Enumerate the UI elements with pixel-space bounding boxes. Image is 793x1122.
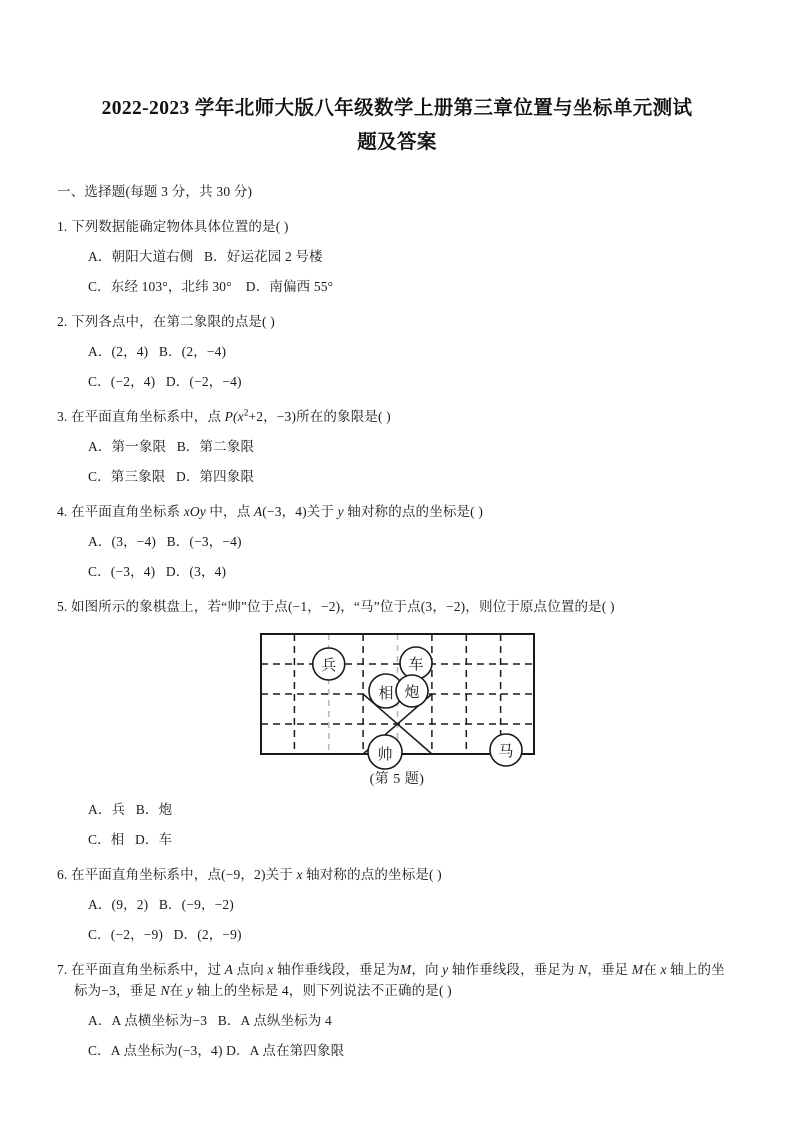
title-line-2: 题及答案: [357, 132, 437, 153]
q4-stem-post: 轴对称的点的坐标是( ): [343, 504, 483, 519]
q7-t7: 在: [643, 962, 661, 977]
question-3-stem: [57, 406, 737, 427]
question-3: [57, 406, 737, 487]
question-4-stem: [57, 501, 737, 522]
q7-t11: 轴上的坐标是 4，则下列说法不正确的是( ): [192, 983, 452, 998]
option-row[interactable]: C．东经 103°，北纬 30° D．南偏西 55°: [88, 279, 334, 294]
question-4: [57, 501, 737, 582]
option-row[interactable]: A．(2，4) B．(2，−4): [88, 344, 227, 359]
q3-exponent: 2: [243, 407, 249, 418]
q7-t10: 在: [169, 983, 187, 998]
option-row[interactable]: A．(3，−4) B．(−3，−4): [88, 534, 242, 549]
q7-t1: 7. 在平面直角坐标系中，过: [57, 962, 225, 977]
option-row[interactable]: C．(−2，−9) D．(2，−9): [88, 927, 242, 942]
title-line-1: 2022-2023 学年北师大版八年级数学上册第三章位置与坐标单元测试: [101, 98, 693, 119]
q6-axis-label: x: [296, 867, 303, 882]
q3-stem-pre: 3. 在平面直角坐标系中，点: [57, 409, 225, 424]
piece-shuai-label: 帅: [376, 747, 393, 763]
q3-expression: (x: [233, 409, 244, 424]
piece-ju[interactable]: [400, 647, 432, 679]
q7-t2: 点向: [233, 962, 268, 977]
q4-stem-mid2: (−3，4)关于: [262, 504, 338, 519]
piece-bing-label: 兵: [320, 658, 336, 674]
question-2-stem: 2. 下列各点中，在第二象限的点是( ): [57, 314, 275, 329]
chess-figure: [57, 633, 737, 790]
question-7-stem: [57, 959, 737, 1001]
q7-axis-x2: x: [660, 962, 667, 977]
q7-foot-N2: N: [160, 983, 170, 998]
q7-foot-M: M: [399, 962, 412, 977]
chessboard: [260, 633, 535, 763]
q7-t4: ，向: [411, 962, 443, 977]
q4-axis-label: y: [337, 504, 344, 519]
question-5-stem: 5. 如图所示的象棋盘上，若“帅”位于点(−1，−2)，“马”位于点(3，−2)，则位于原点位置的是( ): [57, 599, 615, 614]
piece-ma[interactable]: [490, 734, 522, 766]
question-6-options: [57, 894, 737, 945]
option-row[interactable]: C．第三象限 D．第四象限: [88, 469, 255, 484]
piece-ju-label: 车: [407, 657, 424, 673]
piece-pao-label: 炮: [403, 685, 420, 701]
question-7: [57, 959, 737, 1061]
q7-point-A: A: [224, 962, 234, 977]
question-2: [57, 311, 737, 392]
option-row[interactable]: A．A 点横坐标为−3 B．A 点纵坐标为 4: [88, 1013, 332, 1028]
q7-t8: 轴: [666, 962, 684, 977]
q4-stem-pre: 4. 在平面直角坐标系: [57, 504, 184, 519]
option-row[interactable]: C．(−2，4) D．(−2，−4): [88, 374, 242, 389]
page-title: [57, 0, 737, 160]
q3-point-label: P: [224, 409, 234, 424]
q7-t9: 上的坐标为−3，垂足: [74, 962, 725, 998]
q6-stem-post: 轴对称的点的坐标是( ): [302, 867, 442, 882]
q7-foot-M2: M: [631, 962, 644, 977]
section-heading: 一、选择题(每题 3 分，共 30 分): [57, 184, 253, 199]
q4-axes-label: xOy: [183, 504, 206, 519]
question-6: [57, 864, 737, 945]
q7-t5: 轴作垂线段，垂足为: [448, 962, 579, 977]
page-content: [57, 0, 737, 1061]
q3-stem-post: +2，−3)所在的象限是( ): [248, 409, 391, 424]
question-2-options: [57, 341, 737, 392]
piece-bing[interactable]: [312, 648, 344, 680]
question-3-options: [57, 436, 737, 487]
question-4-options: [57, 531, 737, 582]
option-row[interactable]: C．(−3，4) D．(3，4): [88, 564, 227, 579]
figure-caption: (第 5 题): [369, 772, 425, 787]
question-1-options: [57, 246, 737, 297]
question-1: [57, 216, 737, 297]
question-5: [57, 596, 737, 850]
q7-axis-y: y: [442, 962, 449, 977]
option-row[interactable]: A．第一象限 B．第二象限: [88, 439, 255, 454]
q7-axis-x: x: [267, 962, 274, 977]
q7-axis-y2: y: [186, 983, 193, 998]
option-row[interactable]: C．相 D．车: [88, 832, 173, 847]
option-row[interactable]: A．兵 B．炮: [88, 802, 173, 817]
piece-ma-label: 马: [497, 744, 514, 760]
piece-xiang-label: 相: [377, 686, 394, 702]
q4-point-label: A: [253, 504, 263, 519]
option-row[interactable]: C．A 点坐标为(−3，4) D．A 点在第四象限: [88, 1043, 345, 1058]
q7-t3: 轴作垂线段，垂足为: [273, 962, 400, 977]
option-row[interactable]: A．朝阳大道右侧 B．好运花园 2 号楼: [88, 249, 323, 264]
question-6-stem: [57, 864, 737, 885]
piece-pao[interactable]: [396, 675, 428, 707]
question-1-stem: 1. 下列数据能确定物体具体位置的是( ): [57, 219, 289, 234]
question-7-options: [57, 1010, 737, 1061]
q7-foot-N: N: [578, 962, 588, 977]
option-row[interactable]: A．(9，2) B．(−9，−2): [88, 897, 234, 912]
q7-t6: ，垂足: [587, 962, 632, 977]
piece-shuai[interactable]: [368, 735, 402, 769]
question-5-options: [57, 799, 737, 850]
q4-stem-mid: 中，点: [205, 504, 254, 519]
chess-pieces-layer: [260, 633, 535, 773]
q6-stem-pre: 6. 在平面直角坐标系中，点(−9，2)关于: [57, 867, 297, 882]
